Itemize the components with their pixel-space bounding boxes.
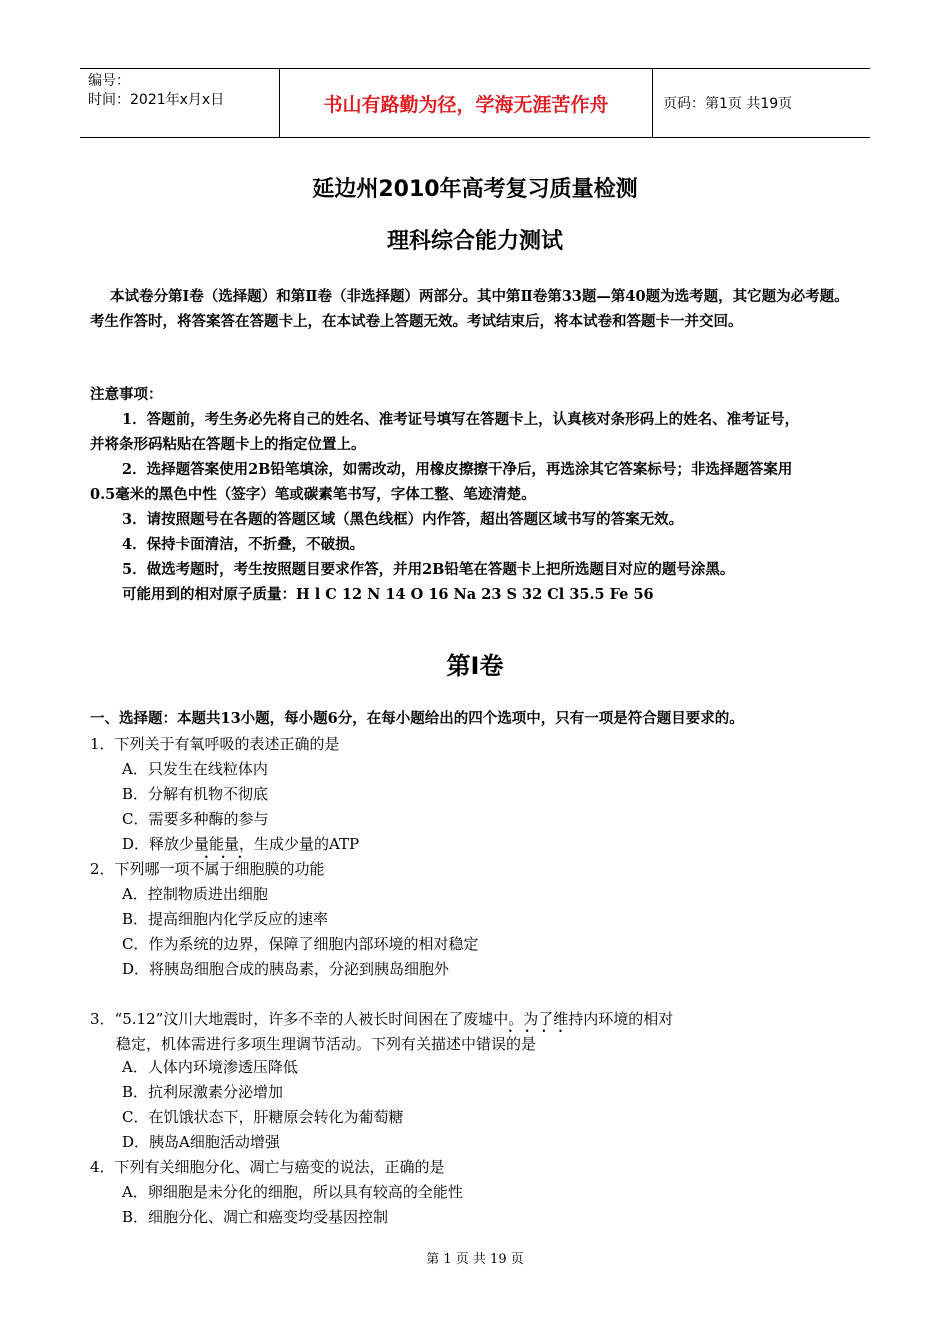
question-stem: 4．下列有关细胞分化、凋亡与癌变的说法，正确的是 (90, 1158, 445, 1176)
intro-paragraph: 本试卷分第Ⅰ卷（选择题）和第Ⅱ卷（非选择题）两部分。其中第Ⅱ卷第33题—第40题为选考题，其它题为必考题。考生作答时，将答案答在答题卡上，在本试卷上答题无效。考试结束后，将本试卷和答题卡一并交回。 (90, 288, 849, 330)
note-line: 4．保持卡面清洁，不折叠，不破损。 (122, 536, 365, 553)
note-line: 0.5毫米的黑色中性（签字）笔或碳素笔书写，字体工整、笔迹清楚。 (90, 486, 536, 503)
emphasis-dots: ••• (204, 853, 255, 862)
option: C．在饥饿状态下，肝糖原会转化为葡萄糖 (122, 1108, 404, 1126)
question-stem: 1．下列关于有氧呼吸的表述正确的是 (90, 735, 340, 753)
option: C．需要多种酶的参与 (122, 810, 269, 828)
page-info: 页码：第1页 共19页 (663, 96, 793, 112)
header-left-cell (80, 69, 280, 137)
option: C．作为系统的边界，保障了细胞内部环境的相对稳定 (122, 935, 479, 953)
section-intro: 一、选择题：本题共13小题，每小题6分，在每小题给出的四个选项中，只有一项是符合题目要求的。 (90, 710, 744, 727)
time-label: 时间：2021年x月x日 (88, 92, 225, 108)
note-line: 并将条形码粘贴在答题卡上的指定位置上。 (90, 436, 366, 453)
number-label: 编号： (88, 73, 130, 89)
exam-title: 延边州2010年高考复习质量检测 (312, 177, 638, 202)
note-line: 1．答题前，考生务必先将自己的姓名、准考证号填写在答题卡上，认真核对条形码上的姓名、准考证号， (122, 411, 800, 428)
header-table (80, 68, 870, 138)
question-stem: 3．“5.12”汶川大地震时，许多不幸的人被长时间困在了废墟中。为了维持内环境的相对 (90, 1010, 674, 1028)
option: A．人体内环境渗透压降低 (122, 1058, 298, 1076)
question-stem-continued: 稳定，机体需进行多项生理调节活动。下列有关描述中错误的是 (116, 1035, 537, 1053)
exam-subtitle: 理科综合能力测试 (386, 229, 563, 254)
option: A．控制物质进出细胞 (122, 885, 268, 903)
page-footer: 第 1 页 共 19 页 (426, 1252, 524, 1267)
option: B．提高细胞内化学反应的速率 (122, 910, 329, 928)
option: B．抗利尿激素分泌增加 (122, 1083, 284, 1101)
note-line: 3．请按照题号在各题的答题区域（黑色线框）内作答，超出答题区域书写的答案无效。 (122, 511, 684, 528)
question-stem: 2．下列哪一项不属于细胞膜的功能 (90, 860, 325, 878)
motto: 书山有路勤为径，学海无涯苦作舟 (280, 69, 653, 137)
emphasis-dots: •••• (508, 1027, 575, 1036)
option: D．释放少量能量，生成少量的ATP (122, 835, 360, 853)
section-title: 第Ⅰ卷 (446, 652, 504, 680)
notes-heading: 注意事项： (90, 386, 163, 403)
option: D．将胰岛细胞合成的胰岛素，分泌到胰岛细胞外 (122, 960, 450, 978)
atomic-mass-line: 可能用到的相对原子质量：H l C 12 N 14 O 16 Na 23 S 32 Cl 35.5 Fe 56 (122, 586, 654, 603)
option: A．卵细胞是未分化的细胞，所以具有较高的全能性 (122, 1183, 463, 1201)
option: D．胰岛A细胞活动增强 (122, 1133, 280, 1151)
option: A．只发生在线粒体内 (122, 760, 268, 778)
note-line: 2．选择题答案使用2B铅笔填涂，如需改动，用橡皮擦擦干净后，再选涂其它答案标号；非选择题答案用 (122, 461, 793, 478)
option: B．分解有机物不彻底 (122, 785, 269, 803)
option: B．细胞分化、凋亡和癌变均受基因控制 (122, 1208, 389, 1226)
note-line: 5．做选考题时，考生按照题目要求作答，并用2B铅笔在答题卡上把所选题目对应的题号涂黑。 (122, 561, 735, 578)
